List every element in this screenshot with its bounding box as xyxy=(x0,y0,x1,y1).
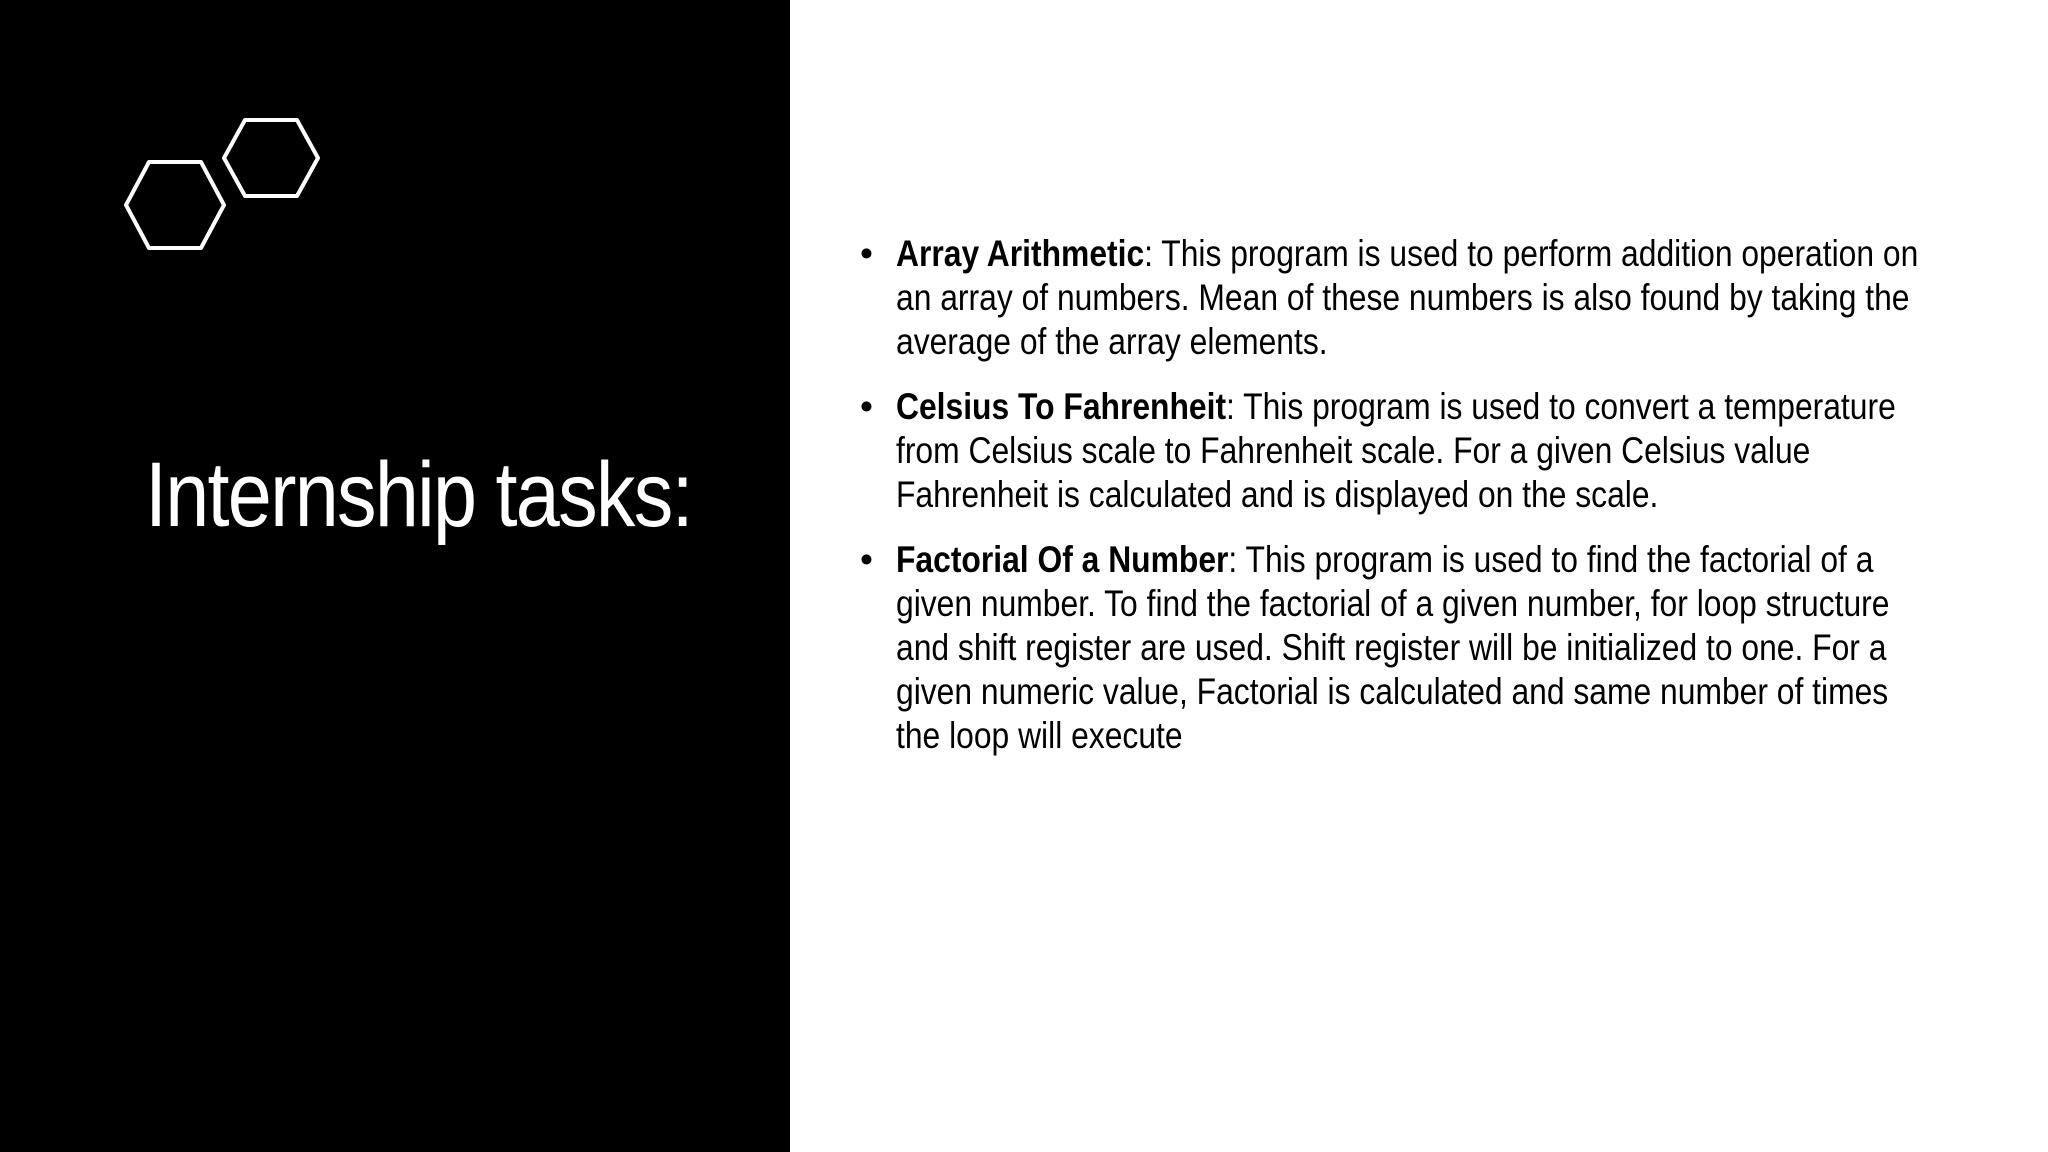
bullet-dot: • xyxy=(860,233,873,274)
bullet-list xyxy=(860,232,1940,779)
hexagons-icon xyxy=(120,105,335,265)
bullet-item-array-arithmetic xyxy=(860,232,1940,364)
bullet-text xyxy=(896,232,1937,364)
bullet-term: Factorial Of a Number xyxy=(896,539,1229,580)
bullet-description: : This program is used to perform addition operation on an array of numbers. Mean of these numbers is also found by taking the average of the array elements. xyxy=(896,233,1919,362)
bullet-text xyxy=(896,385,1937,517)
left-panel xyxy=(0,0,790,1152)
bullet-term: Array Arithmetic xyxy=(896,233,1145,274)
bullet-dot: • xyxy=(860,539,873,580)
bullet-description: : This program is used to find the factorial of a given number. To find the factorial of a given number, for loop structure and shift register are used. Shift register will be initialized to one. For a given numeric value, Factorial is calculated and same number of times the loop will execute xyxy=(896,539,1890,756)
bullet-term: Celsius To Fahrenheit xyxy=(896,386,1227,427)
bullet-item-factorial-of-a-number xyxy=(860,538,1940,758)
bullet-description: : This program is used to convert a temperature from Celsius scale to Fahrenheit scale. For a given Celsius value Fahrenheit is calculated and is displayed on the scale. xyxy=(896,386,1896,515)
bullet-dot: • xyxy=(860,386,873,427)
bullet-item-celsius-to-fahrenheit xyxy=(860,385,1940,517)
bullet-text xyxy=(896,538,1937,758)
slide-title: Internship tasks: xyxy=(145,444,692,546)
